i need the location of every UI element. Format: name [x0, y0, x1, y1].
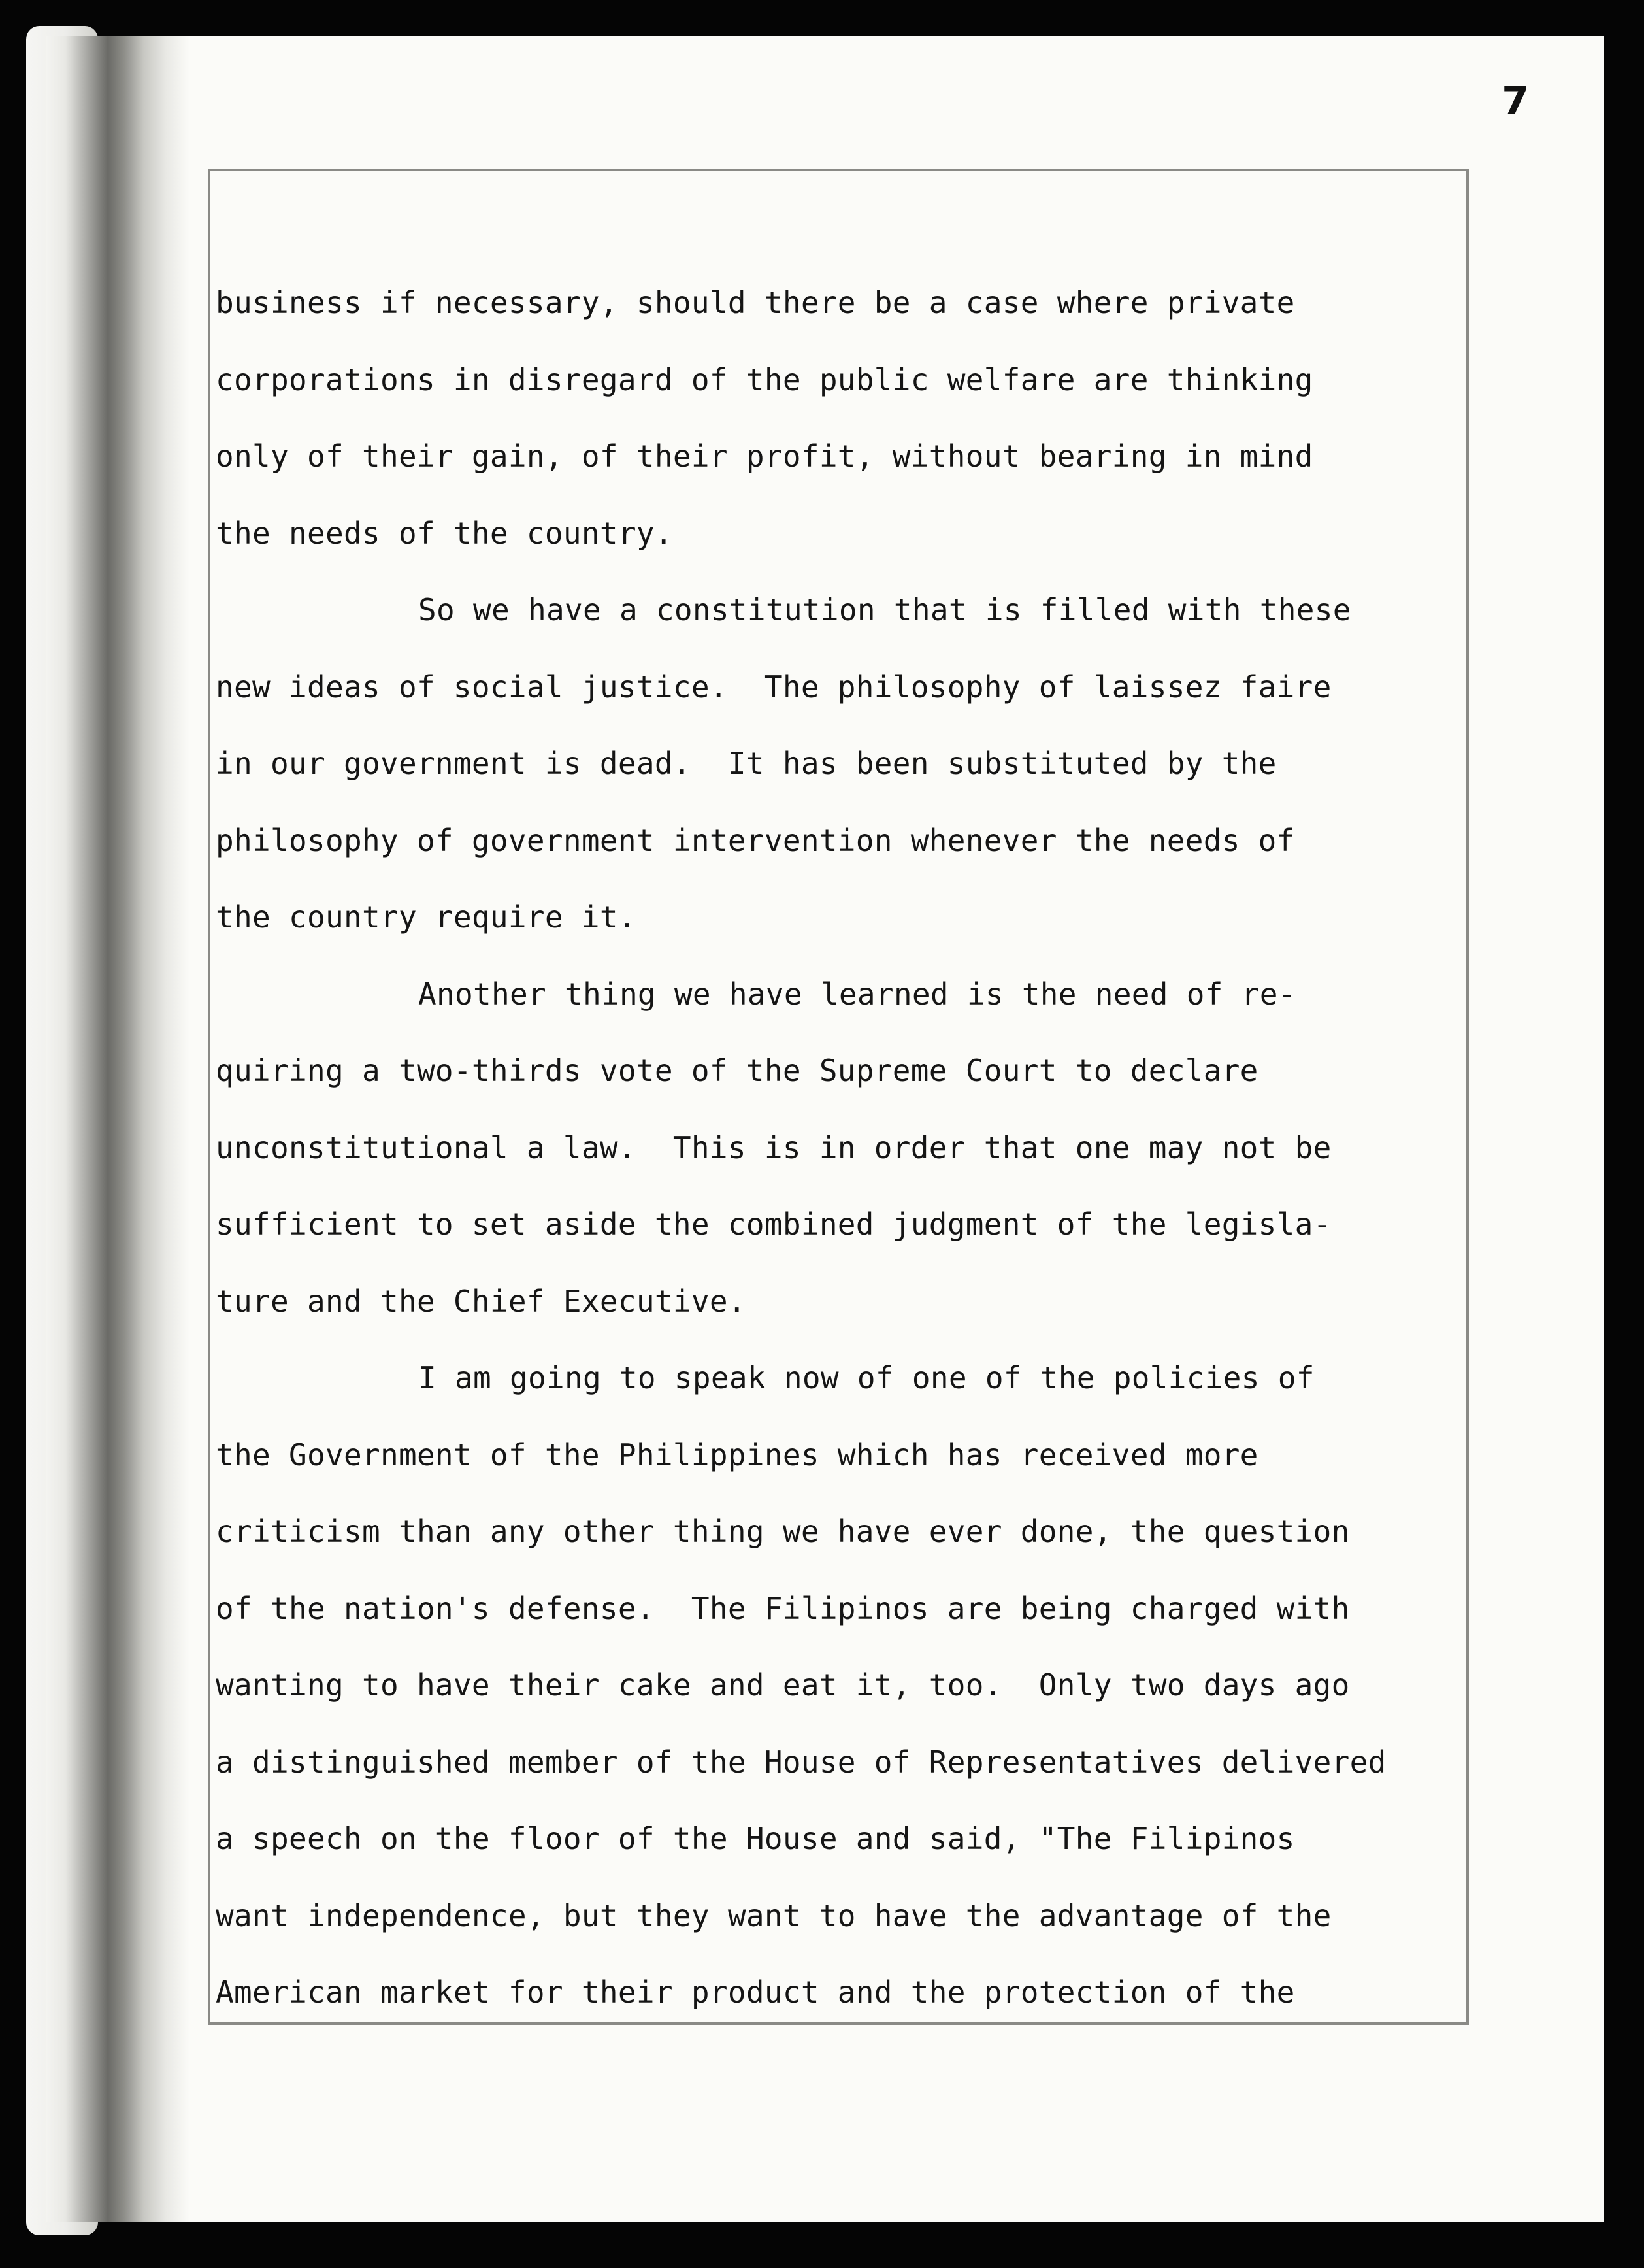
text-line: wanting to have their cake and eat it, too. Only two days ago — [216, 1667, 1350, 1703]
text-line: sufficient to set aside the combined judgment of the legisla- — [216, 1207, 1332, 1242]
text-line: only of their gain, of their profit, without bearing in mind — [216, 439, 1313, 474]
text-line: in our government is dead. It has been substituted by the — [216, 746, 1277, 781]
text-line: of the nation's defense. The Filipinos are being charged with — [216, 1590, 1350, 1626]
text-line: unconstitutional a law. This is in order that one may not be — [216, 1129, 1332, 1165]
paragraph-start-line: I am going to speak now of one of the policies of — [418, 1360, 1315, 1395]
paragraph-start-line: Another thing we have learned is the need of re- — [418, 976, 1296, 1012]
text-line: business if necessary, should there be a case where private — [216, 285, 1295, 320]
text-line: ture and the Chief Executive. — [216, 1283, 746, 1319]
text-line: new ideas of social justice. The philosophy of laissez faire — [216, 669, 1332, 705]
page-number: 7 — [1502, 78, 1529, 124]
text-line: the Government of the Philippines which has received more — [216, 1437, 1258, 1473]
text-line: criticism than any other thing we have ever done, the question — [216, 1514, 1350, 1549]
text-line: the country require it. — [216, 899, 636, 935]
binding-shadow — [46, 36, 189, 2222]
text-line: a distinguished member of the House of Representatives delivered — [216, 1744, 1387, 1780]
text-line: American market for their product and the protection of the — [216, 1975, 1295, 2010]
paragraph-start-line: So we have a constitution that is filled with these — [418, 592, 1351, 627]
text-line: corporations in disregard of the public welfare are thinking — [216, 361, 1313, 397]
text-line: a speech on the floor of the House and said, "The Filipinos — [216, 1821, 1295, 1856]
text-line: the needs of the country. — [216, 515, 673, 551]
typed-body-text — [216, 265, 1477, 2031]
text-line: want independence, but they want to have the advantage of the — [216, 1897, 1332, 1933]
text-line: philosophy of government intervention whenever the needs of — [216, 822, 1295, 858]
text-line: quiring a two-thirds vote of the Supreme Court to declare — [216, 1053, 1258, 1088]
